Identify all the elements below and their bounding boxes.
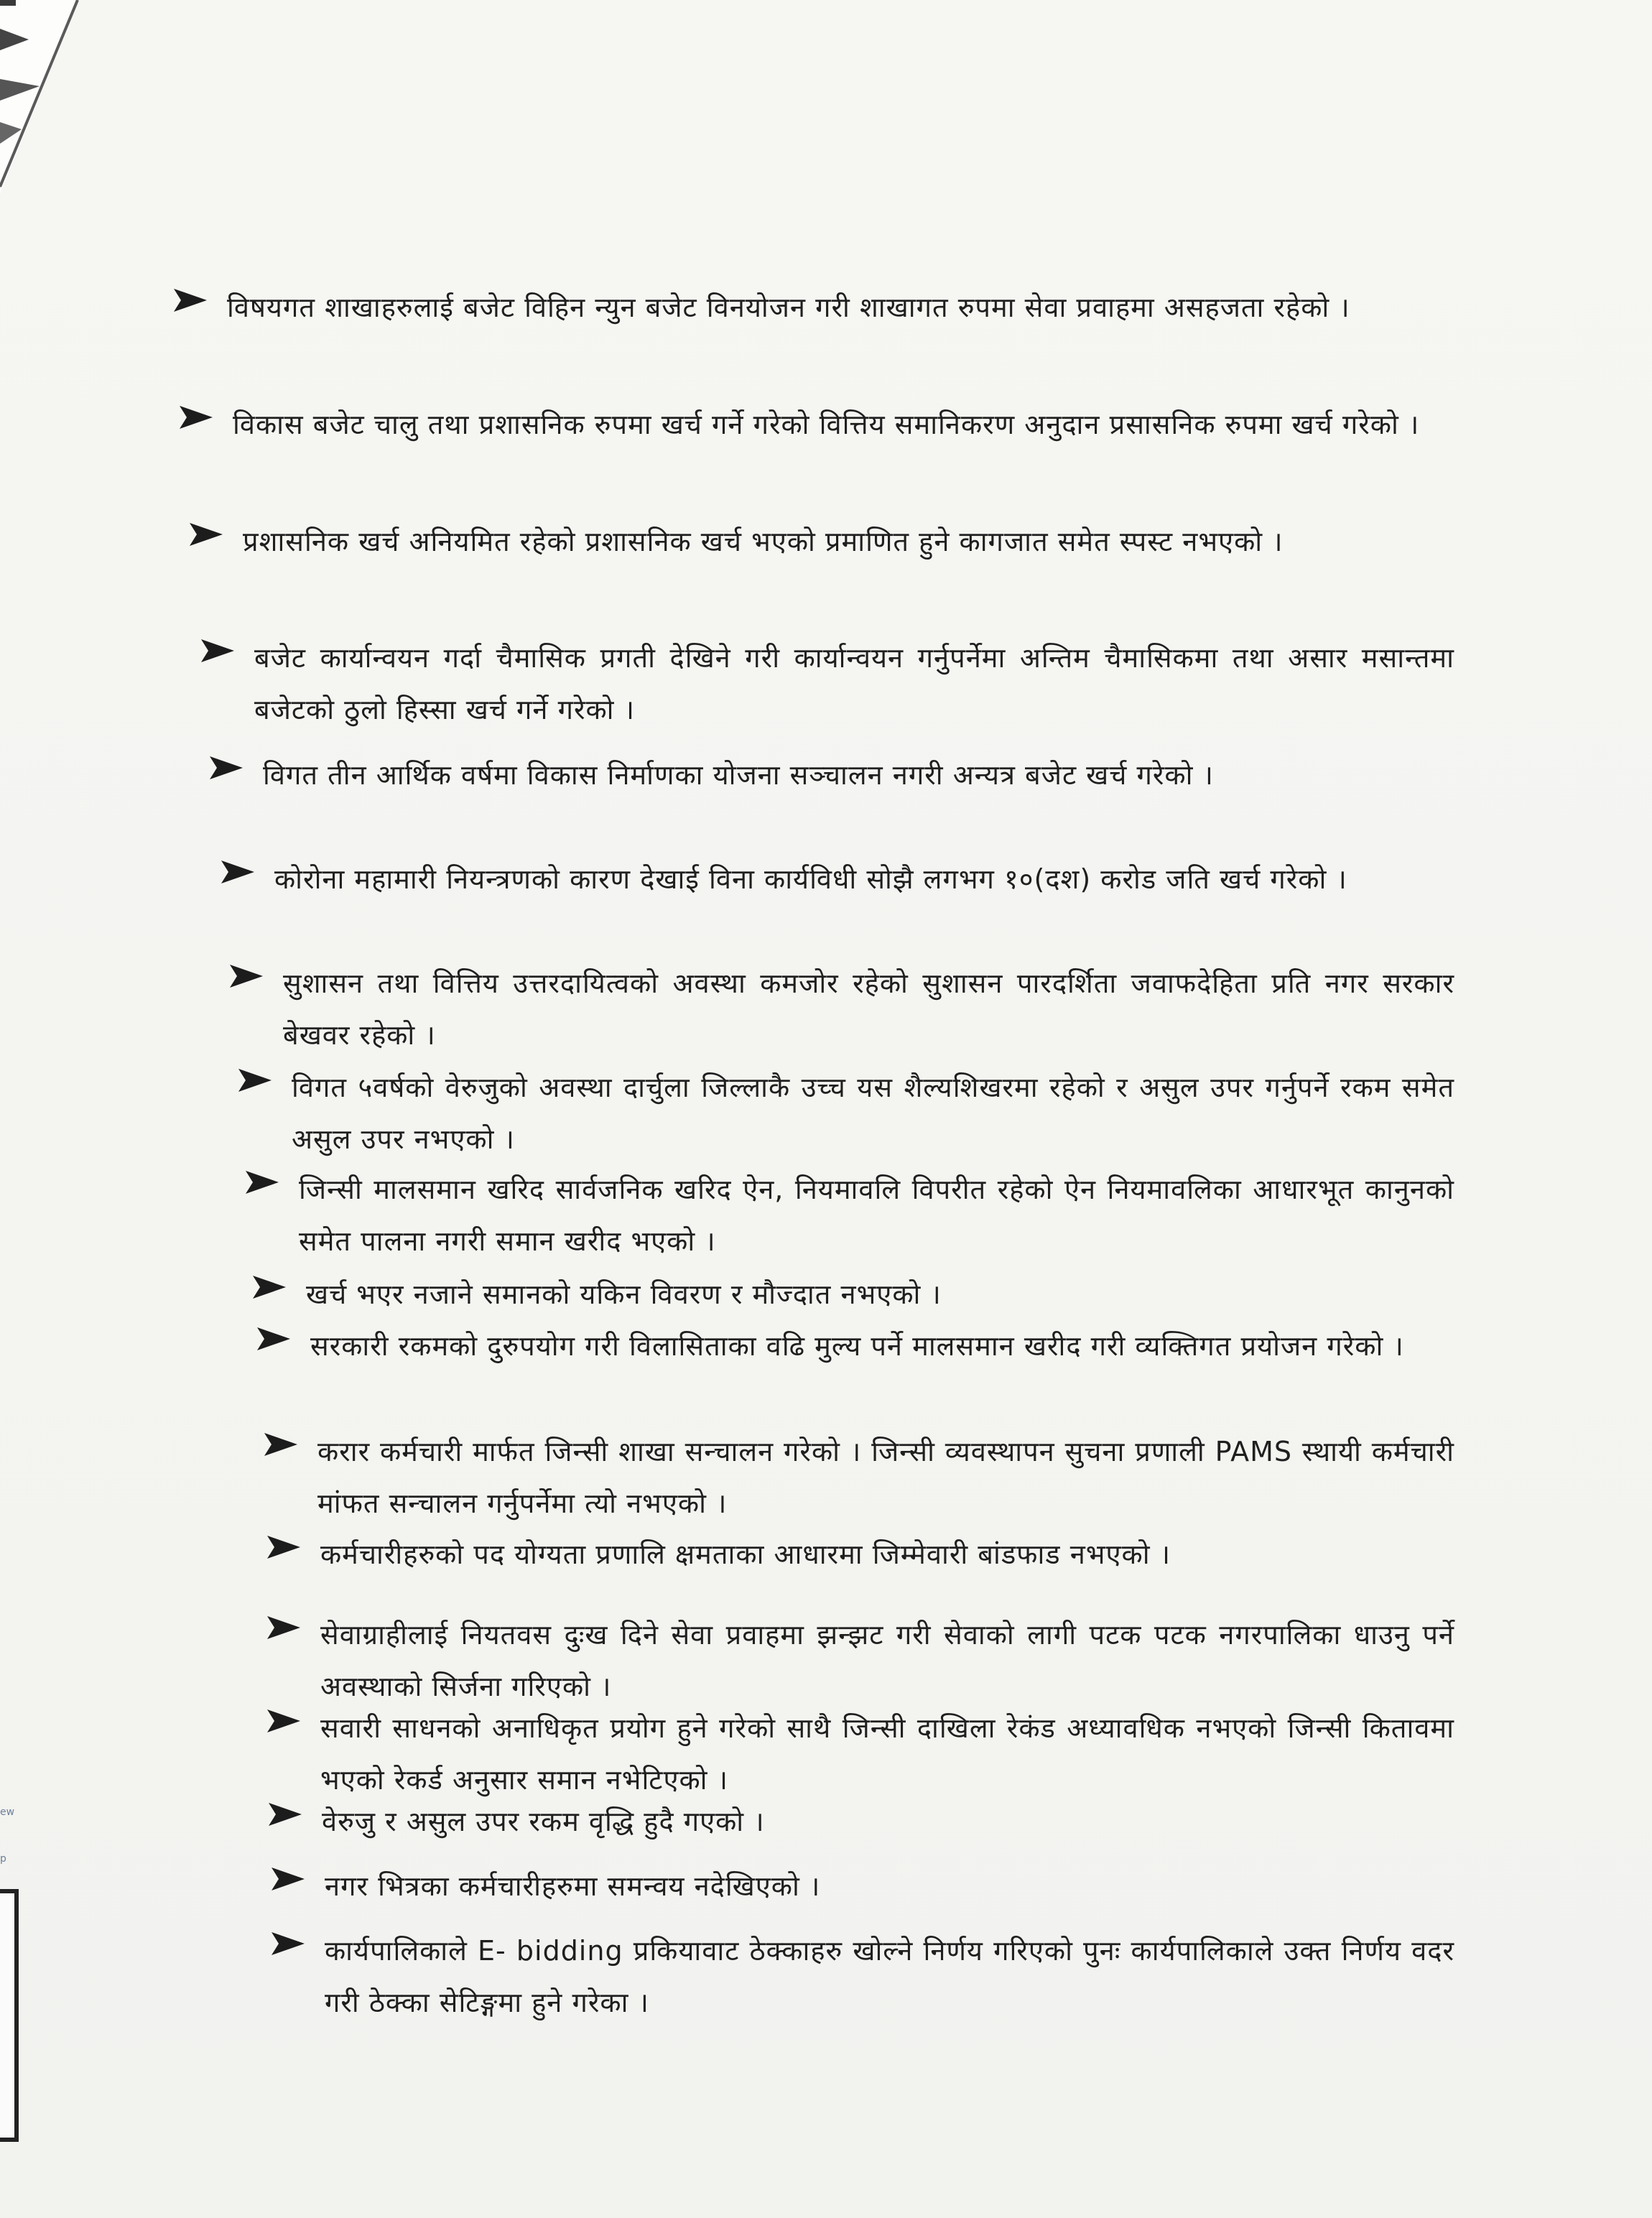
arrowhead-bullet-icon [208,753,244,786]
list-item-text: खर्च भएर नजाने समानको यकिन विवरण र मौज्दात नभएको । [306,1279,942,1310]
arrowhead-bullet-icon [266,1707,302,1740]
arrowhead-bullet-icon [244,1168,280,1201]
arrowhead-bullet-icon [172,286,208,319]
list-item-text: सवारी साधनको अनाधिकृत प्रयोग हुने गरेको साथै जिन्सी दाखिला रेकंड अध्यावधिक नभएको जिन्सी कितावमा भएको रेकर्ड अनुसार समान नभेटिएको । [320,1712,1454,1796]
arrowhead-bullet-icon [220,858,256,891]
edge-text-fragment: p [0,1853,6,1865]
list-item-text: बजेट कार्यान्वयन गर्दा चैमासिक प्रगती देखिने गरी कार्यान्वयन गर्नुपर्नेमा अन्तिम चैमासिकमा तथा असार मसान्तमा बजेटको ठुलो हिस्सा खर्च गर्ने गरेको । [254,642,1454,725]
list-item [266,1609,1454,1712]
list-item-text: नगर भित्रका कर्मचारीहरुमा समन्वय नदेखिएको । [325,1870,821,1902]
list-item [267,1796,1454,1847]
list-item-text: करार कर्मचारी मार्फत जिन्सी शाखा सन्चालन गरेको । जिन्सी व्यवस्थापन सुचना प्रणाली PAMS स्थायी कर्मचारी मांफत सन्चालन गर्नुपर्नेमा त्यो नभएको । [317,1436,1454,1519]
list-item-text: सरकारी रकमको दुरुपयोग गरी विलासिताका वढि मुल्य पर्ने मालसमान खरीद गरी व्यक्तिगत प्रयोजन गरेको । [310,1330,1404,1362]
list-item-text: विगत तीन आर्थिक वर्षमा विकास निर्माणका योजना सञ्चालन नगरी अन्यत्र बजेट खर्च गरेको । [263,759,1214,791]
list-item [228,957,1454,1061]
list-item-text: कोरोना महामारी नियन्त्रणको कारण देखाई विना कार्यविधी सोझै लगभग १०(दश) करोड जति खर्च गरेको । [274,863,1347,895]
list-item [263,1426,1454,1529]
list-item [251,1268,1454,1320]
list-item [237,1062,1454,1165]
arrowhead-bullet-icon [188,520,224,553]
list-item [172,282,1454,333]
arrowhead-bullet-icon [256,1324,292,1358]
list-item-text: विगत ५वर्षको वेरुजुको अवस्था दार्चुला जिल्लाकै उच्च यस शैल्यशिखरमा रहेको र असुल उपर गर्नुपर्ने रकम समेत असुल उपर नभएको । [292,1072,1454,1155]
list-item-text: सेवाग्राहीलाई नियतवस दुःख दिने सेवा प्रवाहमा झन्झट गरी सेवाको लागी पटक पटक नगरपालिका धाउनु पर्ने अवस्थाको सिर्जना गरिएको । [320,1619,1454,1702]
scan-edge-mark [0,0,16,6]
list-item [266,1702,1454,1806]
list-item [244,1164,1454,1267]
torn-corner-artifact [0,0,79,194]
list-item [256,1320,1454,1372]
list-item [208,749,1454,801]
arrowhead-bullet-icon [251,1273,287,1306]
arrowhead-bullet-icon [267,1800,303,1833]
arrowhead-bullet-icon [263,1430,299,1463]
arrowhead-bullet-icon [270,1865,306,1898]
list-item [266,1528,1454,1580]
list-item [178,399,1454,450]
list-item-text: वेरुजु र असुल उपर रकम वृद्धि हुदै गएको । [322,1806,765,1837]
list-item-text: प्रशासनिक खर्च अनियमित रहेको प्रशासनिक खर्च भएको प्रमाणित हुने कागजात समेत स्पस्ट नभएको । [243,526,1284,557]
arrowhead-bullet-icon [228,962,264,995]
list-item [220,853,1454,905]
list-item-text: जिन्सी मालसमान खरिद सार्वजनिक खरिद ऐन, नियमावलि विपरीत रहेको ऐन नियमावलिका आधारभूत कानुनको समेत पालना नगरी समान खरीद भएको । [299,1174,1454,1257]
arrowhead-bullet-icon [266,1613,302,1646]
arrowhead-bullet-icon [266,1533,302,1566]
list-item [188,516,1454,567]
list-item-text: विकास बजेट चालु तथा प्रशासनिक रुपमा खर्च गर्ने गरेको वित्तिय समानिकरण अनुदान प्रसासनिक रुपमा खर्च गरेको । [233,409,1420,440]
list-item [270,1925,1454,2028]
arrowhead-bullet-icon [200,636,236,669]
list-item-text: कार्यपालिकाले E- bidding प्रकियावाट ठेक्काहरु खोल्ने निर्णय गरिएको पुनः कार्यपालिकाले उक्त निर्णय वदर गरी ठेक्का सेटिङ्गमा हुने गरेका । [325,1935,1454,2018]
list-item-text: सुशासन तथा वित्तिय उत्तरदायित्वको अवस्था कमजोर रहेको सुशासन पारदर्शिता जवाफदेहिता प्रति नगर सरकार बेखवर रहेको । [283,968,1454,1051]
arrowhead-bullet-icon [270,1929,306,1962]
arrowhead-bullet-icon [178,403,214,436]
list-item [200,632,1454,736]
list-item-text: कर्मचारीहरुको पद योग्यता प्रणालि क्षमताका आधारमा जिम्मेवारी बांडफाड नभएको । [320,1539,1171,1570]
edge-text-fragment: ew [0,1806,15,1818]
list-item [270,1860,1454,1912]
arrowhead-bullet-icon [237,1066,273,1099]
scan-edge-frame [0,1889,19,2142]
list-item-text: विषयगत शाखाहरुलाई बजेट विहिन न्युन बजेट विनयोजन गरी शाखागत रुपमा सेवा प्रवाहमा असहजता रहेको । [227,292,1350,323]
